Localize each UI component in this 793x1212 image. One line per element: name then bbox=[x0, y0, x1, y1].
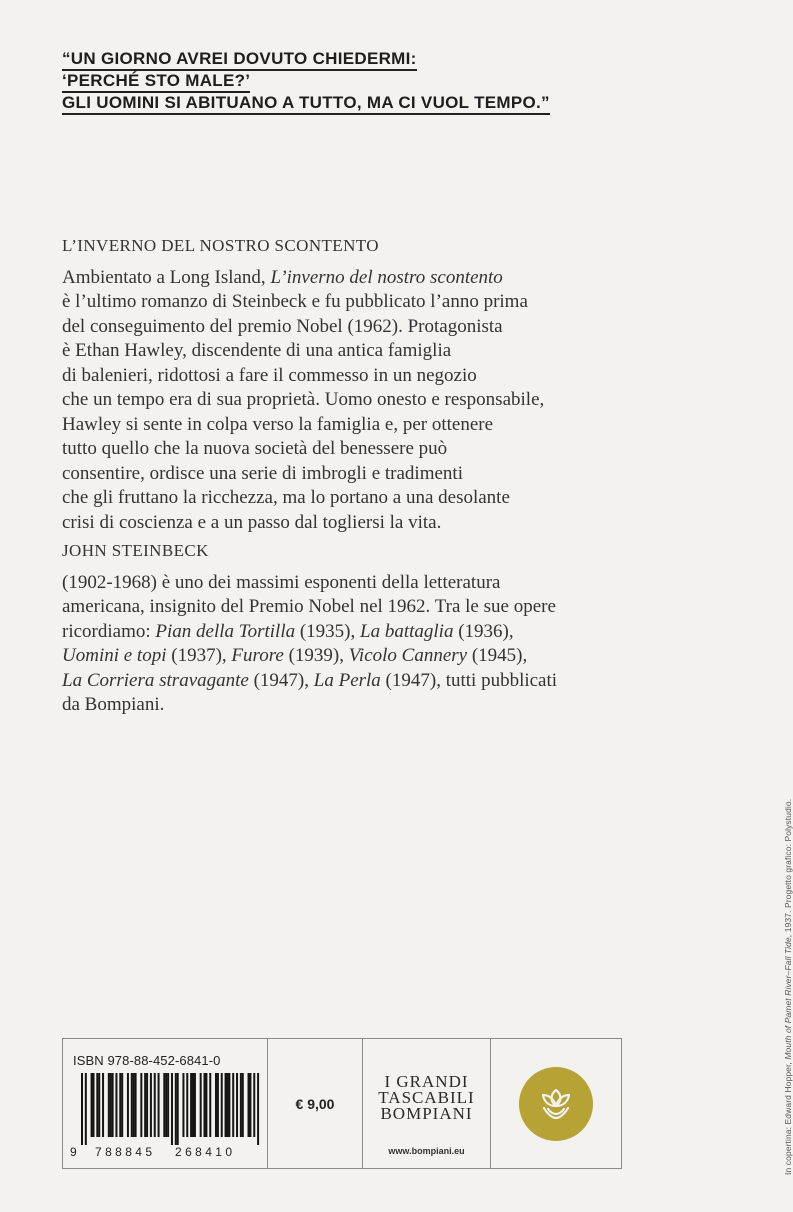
bio-line: americana, insignito del Premio Nobel nel 1962. Tra le sue opere bbox=[62, 596, 556, 617]
barcode-bar bbox=[140, 1073, 142, 1137]
barcode-bar bbox=[177, 1073, 179, 1145]
book-synopsis-text bbox=[62, 266, 692, 536]
barcode-bar bbox=[144, 1073, 146, 1137]
synopsis-line: è l’ultimo romanzo di Steinbeck e fu pubblicato l’anno prima bbox=[62, 291, 528, 312]
barcode-bar bbox=[119, 1073, 121, 1137]
barcode-bar bbox=[232, 1073, 234, 1137]
author-bio-text bbox=[62, 571, 692, 718]
barcode-bar bbox=[217, 1073, 219, 1137]
price-label: € 9,00 bbox=[295, 1095, 335, 1112]
barcode-bar bbox=[108, 1073, 110, 1137]
barcode-bar bbox=[112, 1073, 114, 1137]
barcode-bar bbox=[215, 1073, 217, 1137]
barcode-bar bbox=[167, 1073, 169, 1137]
quote-line-2: ‘PERCHÉ STO MALE?’ bbox=[62, 70, 622, 92]
barcode-bar bbox=[131, 1073, 133, 1137]
bio-line: da Bompiani. bbox=[62, 694, 165, 715]
barcode-bar bbox=[91, 1073, 93, 1137]
barcode-bar bbox=[190, 1073, 192, 1137]
quote-line-3: GLI UOMINI SI ABITUANO A TUTTO, MA CI VUOL TEMPO.” bbox=[62, 92, 622, 114]
book-title-heading: L’INVERNO DEL NOSTRO SCONTENTO bbox=[62, 236, 379, 255]
barcode-bar bbox=[163, 1073, 165, 1137]
isbn-label: ISBN 978-88-452-6841-0 bbox=[73, 1053, 221, 1068]
barcode-bar bbox=[115, 1073, 117, 1137]
ean-right-digits: 268410 bbox=[175, 1145, 236, 1159]
barcode-bar bbox=[96, 1073, 98, 1137]
barcode-bar bbox=[228, 1073, 230, 1137]
barcode-bar bbox=[249, 1073, 251, 1137]
barcode-bar bbox=[200, 1073, 202, 1137]
barcode-bar bbox=[182, 1073, 184, 1137]
barcode-bar bbox=[194, 1073, 196, 1137]
barcode-bar bbox=[186, 1073, 188, 1137]
barcode-bar bbox=[205, 1073, 207, 1137]
synopsis-line: è Ethan Hawley, discendente di una antica famiglia bbox=[62, 340, 452, 361]
barcode-bar bbox=[240, 1073, 242, 1137]
bio-line: La Corriera stravagante (1947), La Perla (1947), tutti pubblicati bbox=[62, 669, 558, 691]
barcode-bar bbox=[171, 1073, 173, 1145]
barcode-bar bbox=[165, 1073, 167, 1137]
bio-line: (1902-1968) è uno dei massimi esponenti della letteratura bbox=[62, 571, 501, 593]
ean-left-digits: 788845 bbox=[95, 1145, 156, 1159]
synopsis-line: del conseguimento del premio Nobel (1962). Protagonista bbox=[62, 315, 503, 337]
barcode-bar bbox=[127, 1073, 129, 1137]
barcode-bar bbox=[158, 1073, 160, 1137]
cover-credit-vertical: In copertina: Edward Hopper, Mouth of Pamet River–Fall Tide, 1937. Progetto grafico: Polystudio. bbox=[783, 798, 793, 1175]
bio-line: Uomini e topi (1937), Furore (1939), Vicolo Cannery (1945), bbox=[62, 645, 528, 666]
barcode-bar bbox=[236, 1073, 238, 1137]
synopsis-line: che gli fruttano la ricchezza, ma lo portano a una desolante bbox=[62, 487, 510, 508]
price-cell bbox=[268, 1039, 363, 1168]
back-cover-quote bbox=[62, 48, 622, 114]
barcode-bar bbox=[209, 1073, 211, 1137]
barcode-bar bbox=[81, 1073, 83, 1145]
barcode-bar bbox=[154, 1073, 156, 1137]
barcode-bar bbox=[146, 1073, 148, 1137]
barcode-bar bbox=[225, 1073, 227, 1137]
barcode-bar bbox=[85, 1073, 87, 1145]
barcode-bar bbox=[133, 1073, 135, 1137]
synopsis-line: Ambientato a Long Island, L’inverno del nostro scontento bbox=[62, 266, 503, 288]
barcode-bar bbox=[257, 1073, 259, 1145]
barcode-bar bbox=[253, 1073, 255, 1137]
barcode-bar bbox=[150, 1073, 152, 1137]
synopsis-line: di balenieri, ridottosi a fare il commesso in un negozio bbox=[62, 364, 477, 386]
barcode-bar bbox=[203, 1073, 205, 1137]
leaf-flower-icon bbox=[536, 1084, 576, 1124]
series-brand-logotype: I GRANDI TASCABILI BOMPIANI bbox=[378, 1072, 475, 1123]
bio-line: ricordiamo: Pian della Tortilla (1935), La battaglia (1936), bbox=[62, 620, 514, 642]
ean-barcode bbox=[81, 1073, 259, 1145]
barcode-bar bbox=[175, 1073, 177, 1145]
publisher-logo-badge bbox=[519, 1067, 593, 1141]
barcode-bar bbox=[226, 1073, 228, 1137]
book-synopsis-section bbox=[62, 234, 692, 535]
author-bio-section bbox=[62, 539, 692, 718]
barcode-cell bbox=[63, 1039, 268, 1168]
barcode-bar bbox=[102, 1073, 104, 1137]
barcode-bar bbox=[121, 1073, 123, 1137]
synopsis-line: Hawley si sente in colpa verso la famiglia e, per ottenere bbox=[62, 413, 494, 435]
synopsis-line: che un tempo era di sua proprietà. Uomo onesto e responsabile, bbox=[62, 389, 545, 410]
barcode-bar bbox=[248, 1073, 250, 1137]
synopsis-line: tutto quello che la nuova società del benessere può bbox=[62, 438, 448, 459]
series-brand-cell bbox=[363, 1039, 491, 1168]
ean-first-digit: 9 bbox=[70, 1145, 77, 1159]
publisher-logo-cell bbox=[491, 1039, 621, 1168]
back-cover-footer-box bbox=[62, 1038, 622, 1169]
quote-line-1: “UN GIORNO AVREI DOVUTO CHIEDERMI: bbox=[62, 48, 622, 70]
synopsis-line: crisi di coscienza e a un passo dal togliersi la vita. bbox=[62, 511, 442, 533]
synopsis-line: consentire, ordisce una serie di imbrogli e tradimenti bbox=[62, 462, 463, 484]
author-name-heading: JOHN STEINBECK bbox=[62, 541, 209, 560]
barcode-bar bbox=[242, 1073, 244, 1137]
barcode-bar bbox=[221, 1073, 223, 1137]
barcode-bar bbox=[135, 1073, 137, 1137]
barcode-bar bbox=[92, 1073, 94, 1137]
barcode-bar bbox=[98, 1073, 100, 1137]
barcode-bar bbox=[192, 1073, 194, 1137]
barcode-bar bbox=[110, 1073, 112, 1137]
publisher-url: www.bompiani.eu bbox=[388, 1146, 465, 1156]
